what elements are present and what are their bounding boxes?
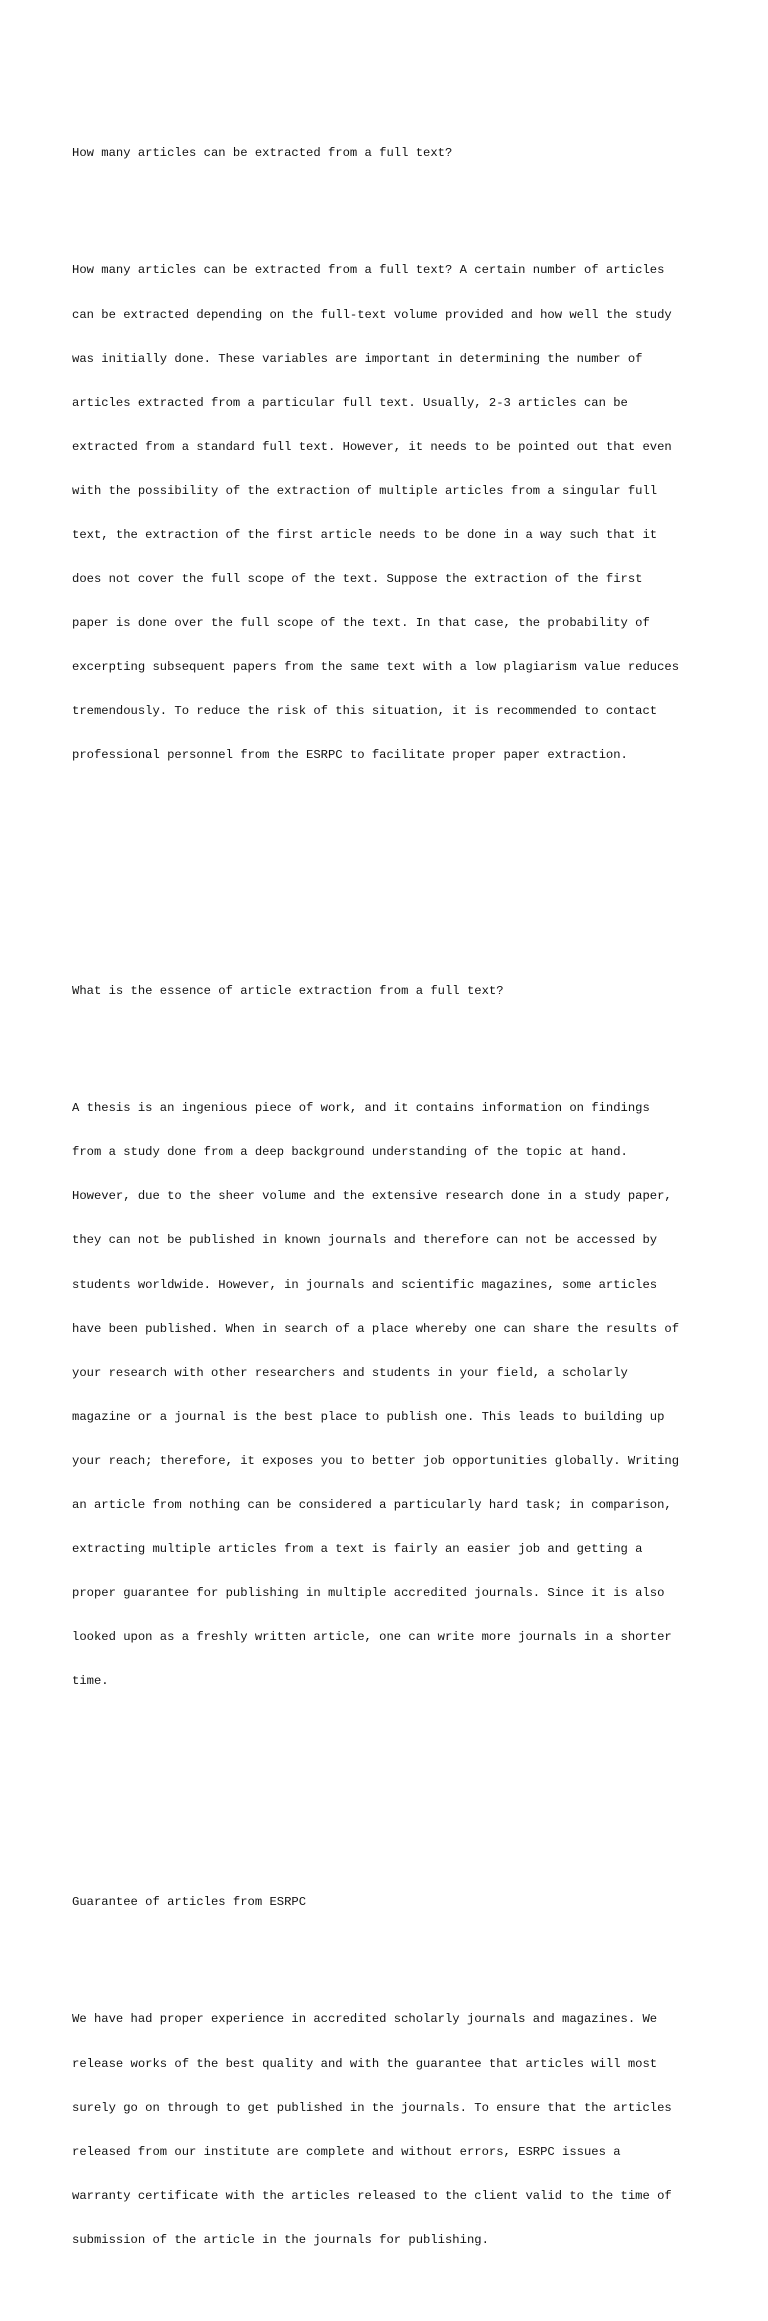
body-line: extracting multiple articles from a text is fairly an easier job and getting a [72, 1542, 643, 1557]
body-line: magazine or a journal is the best place to publish one. This leads to building up [72, 1409, 665, 1424]
body-line: your reach; therefore, it exposes you to better job opportunities globally. Writing [72, 1453, 680, 1468]
body-line: released from our institute are complete and without errors, ESRPC issues a [72, 2144, 621, 2159]
body-line: How many articles can be extracted from a full text? A certain number of articles [72, 263, 665, 278]
body-line: tremendously. To reduce the risk of this situation, it is recommended to contact [72, 704, 658, 719]
section-extraction-count [72, 116, 712, 822]
body-line: paper is done over the full scope of the text. In that case, the probability of [72, 616, 650, 631]
section-heading: What is the essence of article extraction from a full text? [72, 983, 504, 998]
body-line: have been published. When in search of a place whereby one can share the results of [72, 1321, 680, 1336]
section-heading: How many articles can be extracted from a full text? [72, 145, 453, 160]
body-line: warranty certificate with the articles released to the client valid to the time of [72, 2188, 672, 2203]
body-line: text, the extraction of the first article needs to be done in a way such that it [72, 527, 658, 542]
body-line: excerpting subsequent papers from the same text with a low plagiarism value reduces [72, 660, 680, 675]
body-line: looked upon as a freshly written article, one can write more journals in a shorter [72, 1630, 672, 1645]
section-body [72, 1983, 712, 2277]
section-guarantee [72, 1865, 712, 2306]
body-line: professional personnel from the ESRPC to facilitate proper paper extraction. [72, 748, 628, 763]
body-line: submission of the article in the journals for publishing. [72, 2232, 489, 2247]
section-extraction-essence [72, 954, 712, 1748]
body-line: proper guarantee for publishing in multiple accredited journals. Since it is also [72, 1586, 665, 1601]
body-line: they can not be published in known journals and therefore can not be accessed by [72, 1233, 658, 1248]
body-line: time. [72, 1674, 109, 1689]
section-body [72, 234, 712, 793]
body-line: does not cover the full scope of the text. Suppose the extraction of the first [72, 572, 643, 587]
body-line: from a study done from a deep background understanding of the topic at hand. [72, 1145, 628, 1160]
body-line: with the possibility of the extraction of multiple articles from a singular full [72, 483, 658, 498]
body-line: We have had proper experience in accredited scholarly journals and magazines. We [72, 2012, 658, 2027]
body-line: students worldwide. However, in journals and scientific magazines, some articles [72, 1277, 658, 1292]
body-line: an article from nothing can be considered a particularly hard task; in comparison, [72, 1498, 672, 1512]
body-line: extracted from a standard full text. However, it needs to be pointed out that even [72, 439, 672, 454]
body-line: release works of the best quality and with the guarantee that articles will most [72, 2056, 658, 2071]
body-line: was initially done. These variables are important in determining the number of [72, 351, 643, 366]
body-line: your research with other researchers and students in your field, a scholarly [72, 1365, 628, 1380]
body-line: A thesis is an ingenious piece of work, and it contains information on findings [72, 1101, 650, 1116]
body-line: However, due to the sheer volume and the extensive research done in a study paper, [72, 1189, 672, 1204]
section-body [72, 1072, 712, 1719]
body-line: surely go on through to get published in the journals. To ensure that the articles [72, 2100, 672, 2115]
section-heading: Guarantee of articles from ESRPC [72, 1894, 307, 1909]
body-line: articles extracted from a particular full text. Usually, 2-3 articles can be [72, 395, 628, 410]
body-line: can be extracted depending on the full-text volume provided and how well the study [72, 307, 672, 322]
document-page [72, 87, 712, 2321]
